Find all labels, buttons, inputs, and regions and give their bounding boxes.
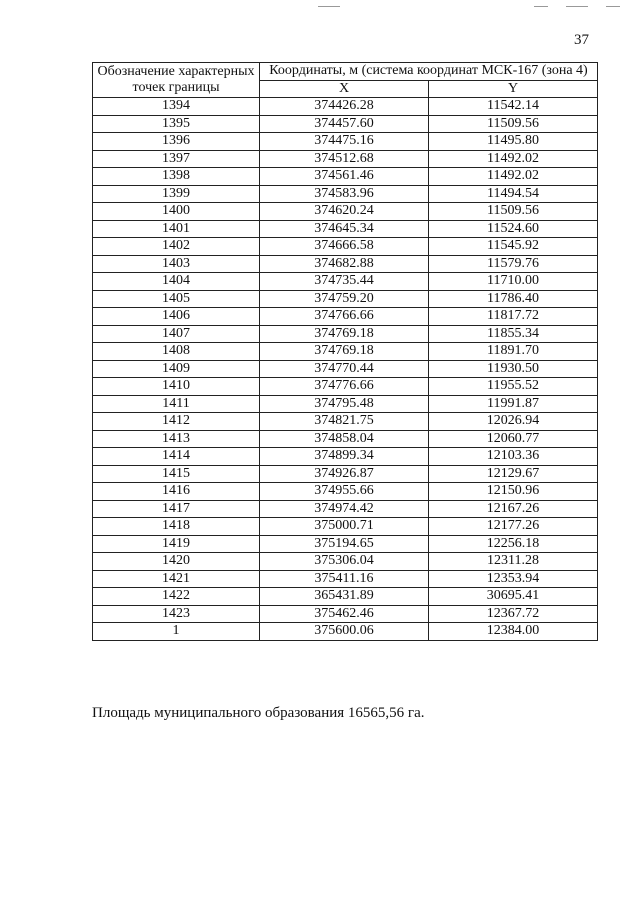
- y-cell: 11524.60: [429, 220, 598, 238]
- point-cell: 1410: [93, 378, 260, 396]
- point-cell: 1396: [93, 133, 260, 151]
- y-cell: 11542.14: [429, 98, 598, 116]
- point-cell: 1419: [93, 535, 260, 553]
- header-coordinates: Координаты, м (система координат МСК-167 (зона 4): [260, 63, 598, 81]
- y-cell: 11509.56: [429, 203, 598, 221]
- y-cell: 11891.70: [429, 343, 598, 361]
- x-cell: 374759.20: [260, 290, 429, 308]
- y-cell: 30695.41: [429, 588, 598, 606]
- y-cell: 11495.80: [429, 133, 598, 151]
- table-row: [93, 220, 598, 238]
- x-cell: 374475.16: [260, 133, 429, 151]
- table-row: [93, 185, 598, 203]
- y-cell: 12311.28: [429, 553, 598, 571]
- y-cell: 11492.02: [429, 150, 598, 168]
- header-x: X: [260, 80, 429, 98]
- x-cell: 374858.04: [260, 430, 429, 448]
- y-cell: 11492.02: [429, 168, 598, 186]
- point-cell: 1423: [93, 605, 260, 623]
- y-cell: 12129.67: [429, 465, 598, 483]
- x-cell: 374766.66: [260, 308, 429, 326]
- point-cell: 1417: [93, 500, 260, 518]
- y-cell: 11710.00: [429, 273, 598, 291]
- x-cell: 374769.18: [260, 325, 429, 343]
- x-cell: 374561.46: [260, 168, 429, 186]
- point-cell: 1418: [93, 518, 260, 536]
- y-cell: 12177.26: [429, 518, 598, 536]
- y-cell: 11955.52: [429, 378, 598, 396]
- point-cell: 1400: [93, 203, 260, 221]
- y-cell: 12150.96: [429, 483, 598, 501]
- point-cell: 1395: [93, 115, 260, 133]
- point-cell: 1404: [93, 273, 260, 291]
- point-cell: 1406: [93, 308, 260, 326]
- point-cell: 1397: [93, 150, 260, 168]
- point-cell: 1412: [93, 413, 260, 431]
- table-row: [93, 623, 598, 641]
- x-cell: 375306.04: [260, 553, 429, 571]
- table-row: [93, 430, 598, 448]
- x-cell: 374955.66: [260, 483, 429, 501]
- point-cell: 1403: [93, 255, 260, 273]
- point-cell: 1399: [93, 185, 260, 203]
- table-row: [93, 378, 598, 396]
- table-row: [93, 343, 598, 361]
- table-row: [93, 413, 598, 431]
- table-row: [93, 570, 598, 588]
- table-row: [93, 518, 598, 536]
- point-cell: 1402: [93, 238, 260, 256]
- x-cell: 374620.24: [260, 203, 429, 221]
- x-cell: 374682.88: [260, 255, 429, 273]
- y-cell: 11786.40: [429, 290, 598, 308]
- y-cell: 12353.94: [429, 570, 598, 588]
- x-cell: 374426.28: [260, 98, 429, 116]
- x-cell: 374795.48: [260, 395, 429, 413]
- table-row: [93, 168, 598, 186]
- x-cell: 375194.65: [260, 535, 429, 553]
- x-cell: 374776.66: [260, 378, 429, 396]
- table-row: [93, 588, 598, 606]
- point-cell: 1401: [93, 220, 260, 238]
- y-cell: 12060.77: [429, 430, 598, 448]
- table-row: [93, 605, 598, 623]
- header-points: Обозначение характерных точек границы: [93, 63, 260, 98]
- header-y: Y: [429, 80, 598, 98]
- y-cell: 12367.72: [429, 605, 598, 623]
- x-cell: 374512.68: [260, 150, 429, 168]
- x-cell: 374770.44: [260, 360, 429, 378]
- y-cell: 11817.72: [429, 308, 598, 326]
- table-row: [93, 535, 598, 553]
- y-cell: 12256.18: [429, 535, 598, 553]
- table-row: [93, 360, 598, 378]
- table-row: [93, 483, 598, 501]
- page-number: 37: [574, 32, 589, 48]
- table-body: [93, 98, 598, 641]
- table-row: [93, 308, 598, 326]
- point-cell: 1422: [93, 588, 260, 606]
- table-row: [93, 133, 598, 151]
- x-cell: 374821.75: [260, 413, 429, 431]
- point-cell: 1411: [93, 395, 260, 413]
- x-cell: 374899.34: [260, 448, 429, 466]
- point-cell: 1398: [93, 168, 260, 186]
- x-cell: 365431.89: [260, 588, 429, 606]
- y-cell: 11855.34: [429, 325, 598, 343]
- table-row: [93, 203, 598, 221]
- table-row: [93, 273, 598, 291]
- y-cell: 11991.87: [429, 395, 598, 413]
- point-cell: 1405: [93, 290, 260, 308]
- x-cell: 375411.16: [260, 570, 429, 588]
- x-cell: 374583.96: [260, 185, 429, 203]
- table-row: [93, 98, 598, 116]
- y-cell: 12026.94: [429, 413, 598, 431]
- point-cell: 1413: [93, 430, 260, 448]
- table-row: [93, 465, 598, 483]
- y-cell: 11545.92: [429, 238, 598, 256]
- point-cell: 1409: [93, 360, 260, 378]
- point-cell: 1408: [93, 343, 260, 361]
- table-row: [93, 553, 598, 571]
- x-cell: 375600.06: [260, 623, 429, 641]
- y-cell: 11509.56: [429, 115, 598, 133]
- table-row: [93, 150, 598, 168]
- table-row: [93, 255, 598, 273]
- table-row: [93, 500, 598, 518]
- x-cell: 374769.18: [260, 343, 429, 361]
- y-cell: 12103.36: [429, 448, 598, 466]
- table-row: [93, 448, 598, 466]
- point-cell: 1: [93, 623, 260, 641]
- table-row: [93, 325, 598, 343]
- area-note: Площадь муниципального образования 16565,56 га.: [92, 705, 425, 721]
- y-cell: 12167.26: [429, 500, 598, 518]
- x-cell: 375000.71: [260, 518, 429, 536]
- x-cell: 374735.44: [260, 273, 429, 291]
- y-cell: 11494.54: [429, 185, 598, 203]
- x-cell: 374926.87: [260, 465, 429, 483]
- point-cell: 1420: [93, 553, 260, 571]
- table-row: [93, 395, 598, 413]
- point-cell: 1421: [93, 570, 260, 588]
- point-cell: 1407: [93, 325, 260, 343]
- x-cell: 374974.42: [260, 500, 429, 518]
- coordinates-table: [92, 62, 598, 641]
- scan-artifact-lines: [0, 0, 640, 10]
- table-row: [93, 290, 598, 308]
- table-row: [93, 238, 598, 256]
- point-cell: 1414: [93, 448, 260, 466]
- x-cell: 374457.60: [260, 115, 429, 133]
- point-cell: 1416: [93, 483, 260, 501]
- y-cell: 11930.50: [429, 360, 598, 378]
- y-cell: 11579.76: [429, 255, 598, 273]
- x-cell: 375462.46: [260, 605, 429, 623]
- y-cell: 12384.00: [429, 623, 598, 641]
- x-cell: 374645.34: [260, 220, 429, 238]
- point-cell: 1394: [93, 98, 260, 116]
- point-cell: 1415: [93, 465, 260, 483]
- x-cell: 374666.58: [260, 238, 429, 256]
- table-row: [93, 115, 598, 133]
